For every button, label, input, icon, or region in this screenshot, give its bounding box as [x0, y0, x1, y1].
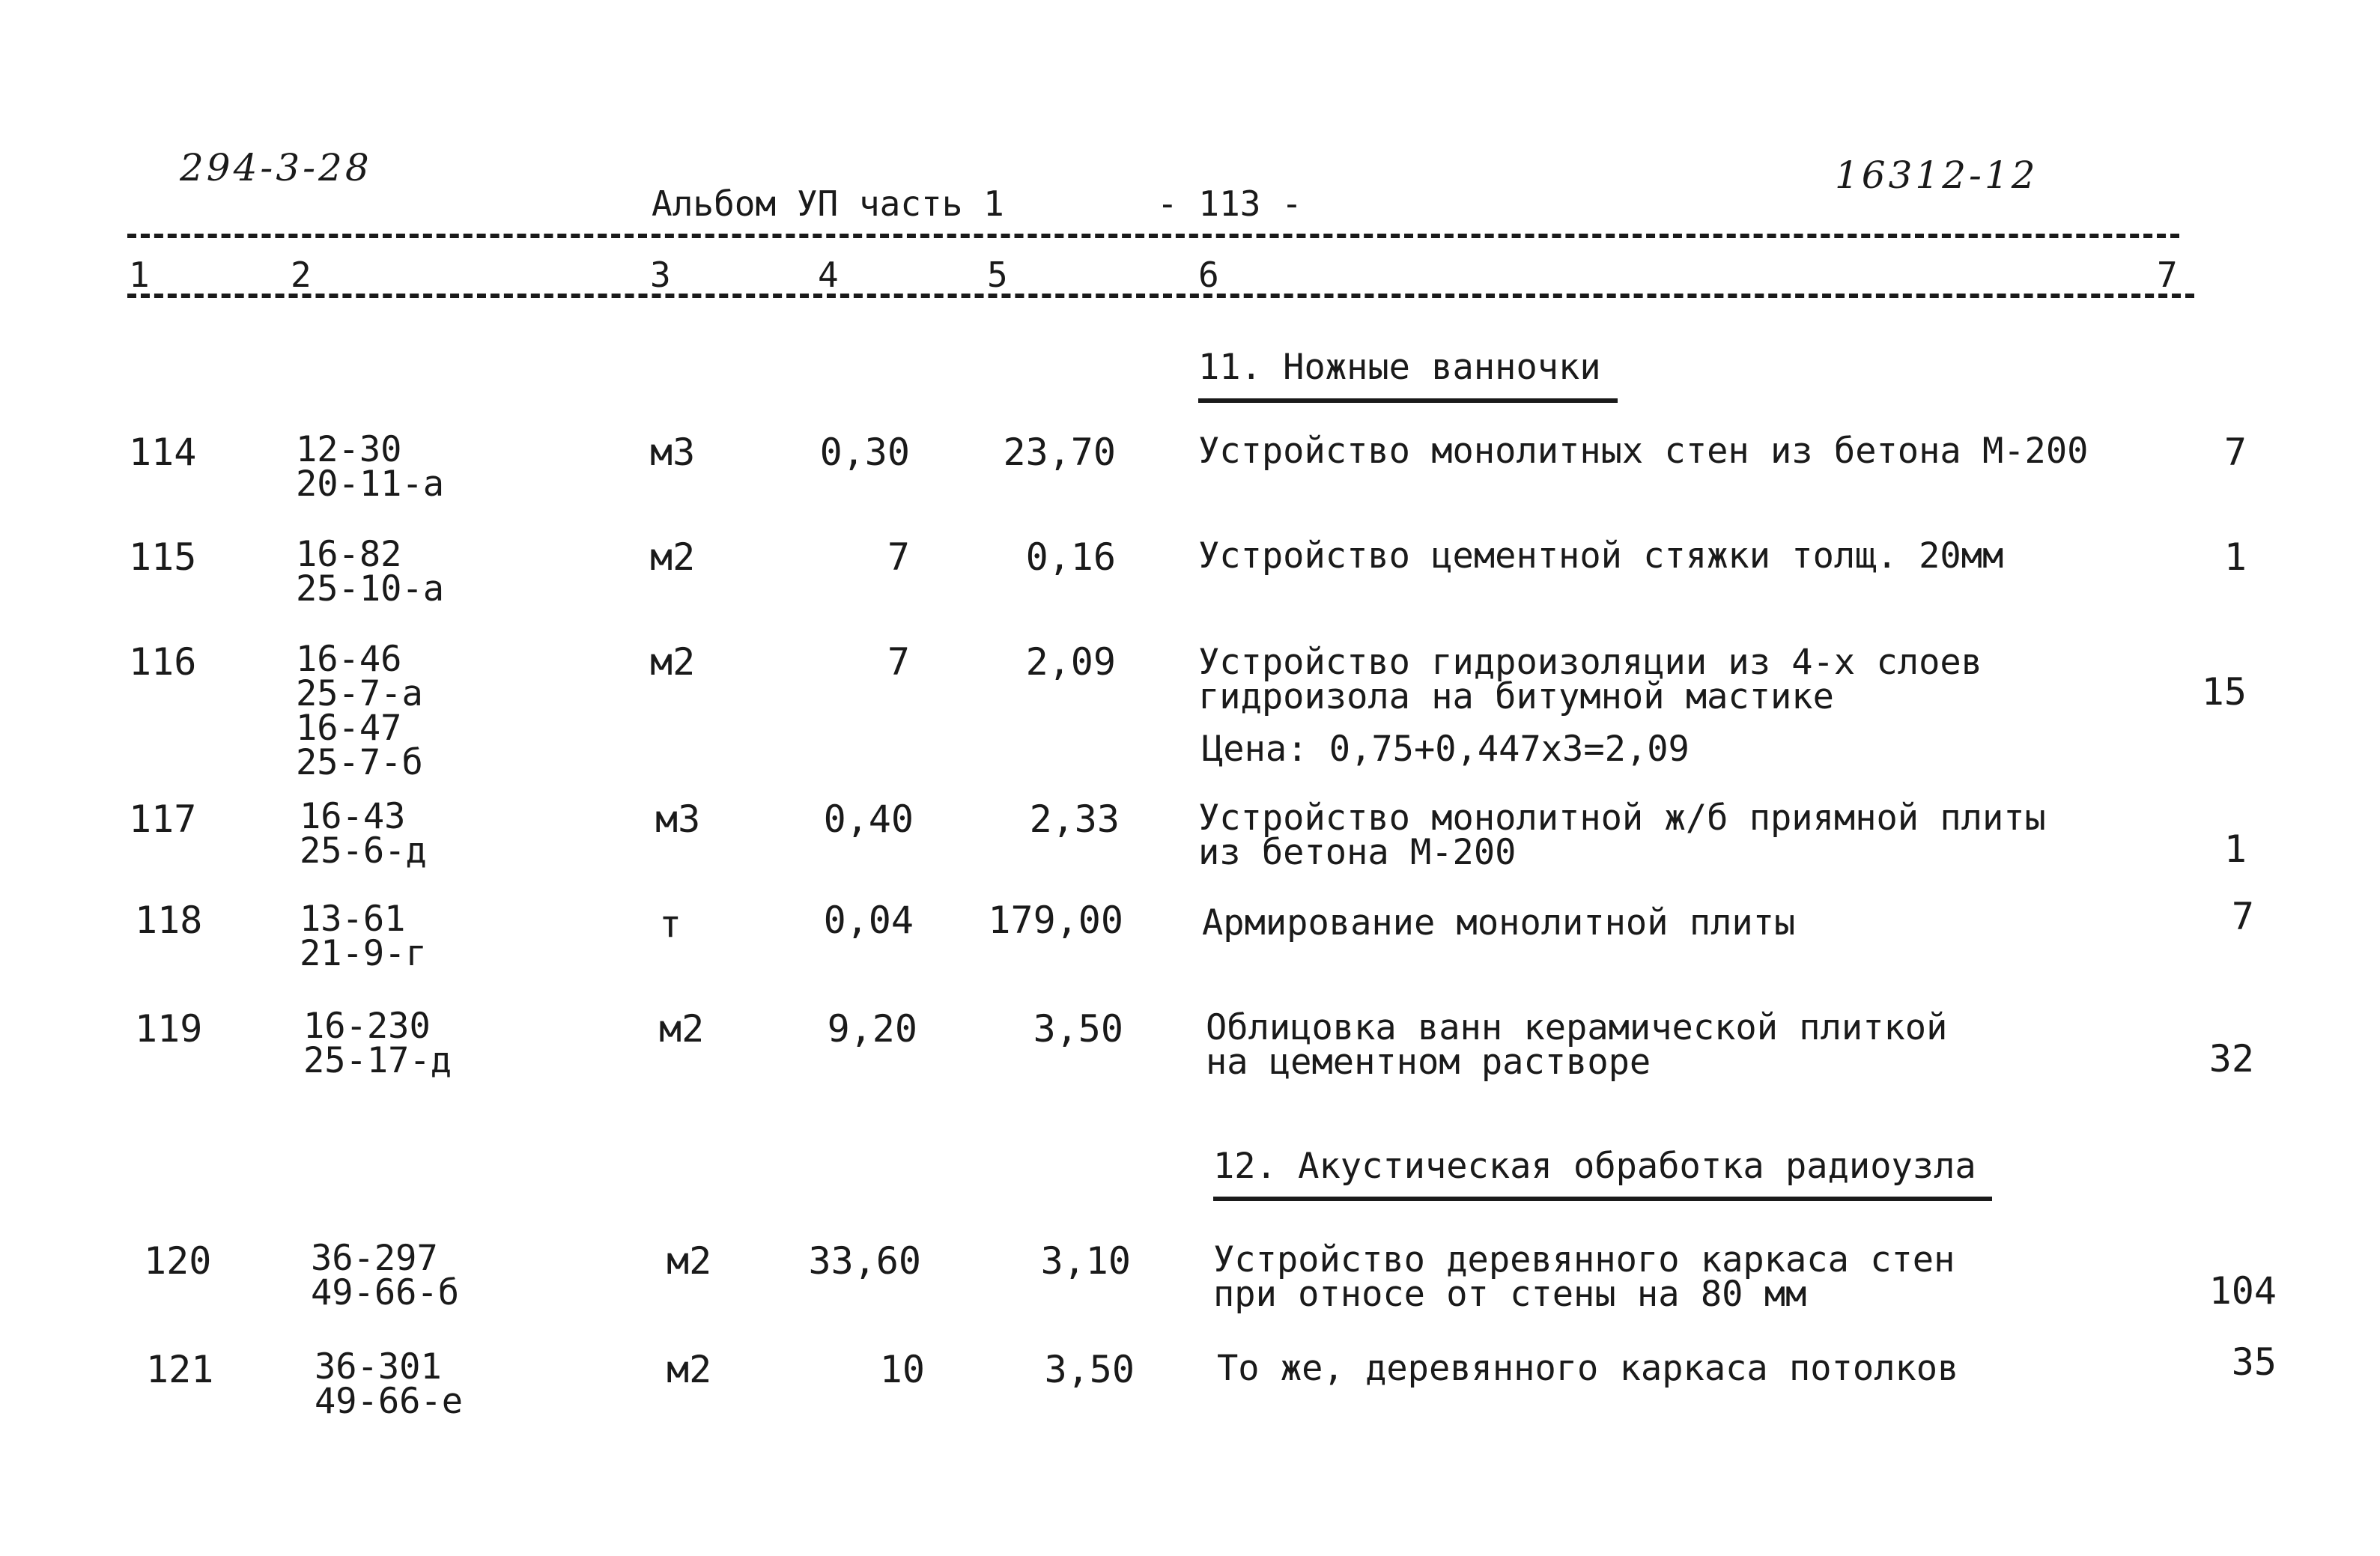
unit-price: 23,70	[1003, 431, 1116, 474]
work-description: Устройство гидроизоляции из 4-х слоев гидроизола на битумной мастике	[1198, 642, 1982, 717]
header-divider-top	[127, 234, 2179, 238]
unit-price: 179,00	[988, 899, 1123, 942]
inventory-number: 16312-12	[1835, 154, 2039, 197]
row-number: 116	[129, 640, 197, 684]
rate-code: 12-30 20-11-а	[296, 429, 445, 505]
column-number-5: 5	[987, 255, 1008, 295]
row-total: 7	[2231, 895, 2254, 938]
row-total: 35	[2231, 1340, 2277, 1384]
header-divider-bottom	[127, 294, 2194, 298]
row-number: 120	[144, 1239, 212, 1283]
row-number: 117	[129, 797, 197, 841]
quantity: 10	[879, 1348, 925, 1391]
row-total: 1	[2223, 535, 2247, 579]
section-title-underline	[1213, 1197, 1992, 1201]
section-title: 12. Акустическая обработка радиоузла	[1213, 1146, 1976, 1187]
quantity: 7	[887, 640, 910, 684]
rate-code: 16-82 25-10-а	[296, 534, 445, 610]
work-description: Армирование монолитной плиты	[1202, 902, 1796, 943]
work-description: Устройство монолитной ж/б приямной плиты из бетона М-200	[1198, 797, 2046, 873]
quantity: 9,20	[827, 1007, 917, 1051]
quantity: 0,30	[819, 431, 910, 474]
column-number-6: 6	[1198, 255, 1219, 295]
unit-price: 3,50	[1033, 1007, 1123, 1051]
work-description: Облицовка ванн керамической плиткой на цементном растворе	[1206, 1007, 1948, 1083]
document-code: 294-3-28	[180, 146, 372, 189]
row-total: 7	[2223, 431, 2247, 474]
row-number: 119	[135, 1007, 203, 1051]
section-title-underline	[1198, 398, 1618, 403]
work-description: То же, деревянного каркаса потолков	[1217, 1348, 1959, 1389]
row-total: 32	[2209, 1037, 2254, 1081]
row-number: 121	[146, 1348, 214, 1391]
unit-price: 2,09	[1025, 640, 1116, 684]
row-total: 104	[2209, 1269, 2277, 1313]
unit: м2	[667, 1239, 712, 1283]
unit: м2	[650, 535, 696, 579]
unit-price: 0,16	[1025, 535, 1116, 579]
page-number: - 113 -	[1157, 183, 1302, 224]
unit: м2	[667, 1348, 712, 1391]
quantity: 7	[887, 535, 910, 579]
album-label: Альбом УП часть 1	[652, 183, 1004, 224]
row-number: 118	[135, 899, 203, 942]
unit: м2	[659, 1007, 705, 1051]
unit: т	[659, 902, 682, 946]
rate-code: 36-301 49-66-е	[315, 1346, 464, 1422]
quantity: 33,60	[808, 1239, 921, 1283]
unit: м3	[650, 431, 696, 474]
unit-price: 3,50	[1044, 1348, 1135, 1391]
section-title: 11. Ножные ванночки	[1198, 347, 1601, 388]
row-number: 114	[129, 431, 197, 474]
row-total: 15	[2201, 670, 2247, 714]
column-number-2: 2	[291, 255, 312, 295]
row-total: 1	[2223, 827, 2247, 871]
column-number-7: 7	[2157, 255, 2178, 295]
price-calculation-note: Цена: 0,75+0,447х3=2,09	[1202, 729, 1690, 770]
unit: м2	[650, 640, 696, 684]
column-number-1: 1	[129, 255, 150, 295]
quantity: 0,40	[823, 797, 914, 841]
unit: м3	[655, 797, 701, 841]
rate-code: 13-61 21-9-г	[300, 899, 427, 974]
column-number-4: 4	[818, 255, 839, 295]
quantity: 0,04	[823, 899, 914, 942]
rate-code: 16-46 25-7-а 16-47 25-7-б	[296, 639, 423, 783]
column-number-3: 3	[650, 255, 671, 295]
unit-price: 2,33	[1029, 797, 1120, 841]
row-number: 115	[129, 535, 197, 579]
work-description: Устройство деревянного каркаса стен при относе от стены на 80 мм	[1213, 1239, 1955, 1315]
rate-code: 16-43 25-6-д	[300, 796, 427, 872]
unit-price: 3,10	[1040, 1239, 1131, 1283]
work-description: Устройство цементной стяжки толщ. 20мм	[1198, 535, 2004, 577]
rate-code: 36-297 49-66-б	[311, 1238, 460, 1313]
rate-code: 16-230 25-17-д	[303, 1006, 452, 1081]
work-description: Устройство монолитных стен из бетона М-200	[1198, 431, 2089, 472]
